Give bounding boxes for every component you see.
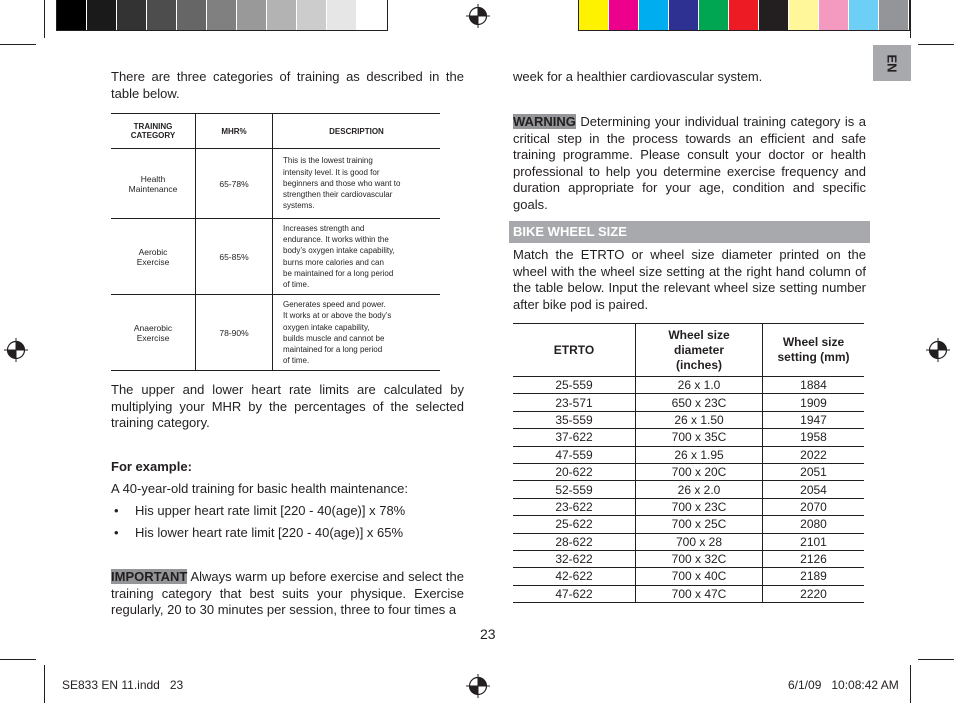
wheel-diameter-cell: 700 x 40C xyxy=(636,568,763,585)
training-category-cell xyxy=(111,219,196,295)
wheel-setting-cell: 2101 xyxy=(763,533,865,550)
registration-mark-left xyxy=(4,338,28,362)
crop-mark-top-left-vertical xyxy=(44,0,45,38)
grayscale-swatch xyxy=(147,0,177,30)
table-header-row xyxy=(111,114,440,149)
description-line: strengthen their cardiovascular xyxy=(283,190,393,200)
wheel-diameter-cell: 700 x 47C xyxy=(636,585,763,602)
etrto-cell: 23-571 xyxy=(513,394,636,411)
section-heading-bike-wheel-size: BIKE WHEEL SIZE xyxy=(509,221,870,243)
table-row xyxy=(513,550,864,567)
header-wheel-setting xyxy=(763,324,865,377)
table-row xyxy=(513,463,864,480)
header-wheel-diameter xyxy=(636,324,763,377)
table-row xyxy=(111,149,440,219)
wheel-diameter-cell: 26 x 2.0 xyxy=(636,481,763,498)
table-header-row xyxy=(513,324,864,377)
crop-mark-bottom-left-horizontal xyxy=(0,659,36,660)
wheel-size-paragraph: Match the ETRTO or wheel size diameter printed on the wheel with the wheel size setting at the right hand column of the table below. Input the relevant wheel size setting number after bike pod is paired. xyxy=(513,247,866,312)
header-line: (inches) xyxy=(675,357,722,372)
table-row xyxy=(513,394,864,411)
etrto-cell: 47-622 xyxy=(513,585,636,602)
process-color-swatch xyxy=(759,0,789,30)
process-color-swatch xyxy=(789,0,819,30)
grayscale-swatch xyxy=(87,0,117,30)
wheel-diameter-cell: 700 x 28 xyxy=(636,533,763,550)
slug-file-name: SE833 EN 11.indd 23 xyxy=(62,678,184,692)
header-training-category: TRAINING CATEGORY xyxy=(111,114,196,149)
header-etrto xyxy=(513,324,636,377)
grayscale-swatch xyxy=(177,0,207,30)
description-line: of time. xyxy=(283,280,310,290)
bullet-marker: • xyxy=(114,503,119,518)
process-color-swatch xyxy=(699,0,729,30)
wheel-diameter-cell: 700 x 35C xyxy=(636,429,763,446)
crop-mark-bottom-right-horizontal xyxy=(918,659,954,660)
registration-mark-right xyxy=(926,338,950,362)
wheel-diameter-cell: 700 x 25C xyxy=(636,516,763,533)
table-row xyxy=(513,481,864,498)
category-line: Maintenance xyxy=(128,183,178,194)
table-row xyxy=(513,533,864,550)
process-color-swatch xyxy=(639,0,669,30)
wheel-size-table xyxy=(513,323,864,603)
process-color-swatch xyxy=(669,0,699,30)
important-label: IMPORTANT xyxy=(111,569,188,584)
etrto-cell: 32-622 xyxy=(513,550,636,567)
etrto-cell: 23-622 xyxy=(513,498,636,515)
category-line: Health xyxy=(140,173,166,184)
continuation-text: week for a healthier cardiovascular system. xyxy=(513,69,763,84)
category-line: Anaerobic xyxy=(133,322,173,333)
table-row xyxy=(111,295,440,371)
language-tab xyxy=(873,45,911,81)
table-row xyxy=(513,429,864,446)
grayscale-swatch xyxy=(357,0,387,30)
description-line: Increases strength and xyxy=(283,224,365,233)
category-line: Aerobic xyxy=(138,246,168,257)
important-text: Always warm up before exercise and select the training category that best suits your physique. Exercise regularly, 20 to 30 minutes per session, three to four times a xyxy=(111,569,464,617)
process-color-swatch xyxy=(579,0,609,30)
table-row xyxy=(513,568,864,585)
description-cell xyxy=(273,149,441,219)
table-row xyxy=(513,411,864,428)
category-line: Exercise xyxy=(136,256,170,267)
wheel-diameter-cell: 26 x 1.95 xyxy=(636,446,763,463)
description-line: intensity level. It is good for xyxy=(283,167,380,177)
etrto-cell: 35-559 xyxy=(513,411,636,428)
table-row xyxy=(513,516,864,533)
description-cell xyxy=(273,219,441,295)
wheel-setting-cell: 2022 xyxy=(763,446,865,463)
process-color-swatch xyxy=(729,0,759,30)
registration-mark-bottom xyxy=(466,674,490,698)
mhr-cell: 78-90% xyxy=(196,295,273,371)
table-row xyxy=(513,585,864,602)
warning-paragraph xyxy=(513,114,866,213)
language-tab-label: EN xyxy=(884,53,900,73)
header-line: diameter xyxy=(673,342,725,357)
wheel-setting-cell: 1909 xyxy=(763,394,865,411)
etrto-cell: 42-622 xyxy=(513,568,636,585)
bullet-marker: • xyxy=(114,525,119,540)
mhr-cell: 65-78% xyxy=(196,149,273,219)
description-line: endurance. It works within the xyxy=(283,235,389,245)
slug-timestamp: 6/1/09 10:08:42 AM xyxy=(788,678,899,692)
crop-mark-bottom-right-vertical xyxy=(910,665,911,703)
description-line: of time. xyxy=(283,356,310,366)
heart-rate-limits-paragraph: The upper and lower heart rate limits are calculated by multiplying your MHR by the percentages of the selected training category. xyxy=(111,382,464,430)
wheel-setting-cell: 2054 xyxy=(763,481,865,498)
bullet-lower-limit: His lower heart rate limit [220 - 40(age)] x 65% xyxy=(135,525,404,540)
grayscale-swatch xyxy=(207,0,237,30)
training-category-cell xyxy=(111,295,196,371)
wheel-diameter-cell: 26 x 1.50 xyxy=(636,411,763,428)
process-color-swatch xyxy=(819,0,849,30)
header-description: DESCRIPTION xyxy=(273,114,441,149)
description-line: systems. xyxy=(283,201,315,211)
crop-mark-top-left-horizontal xyxy=(0,44,36,45)
registration-mark-top xyxy=(466,4,490,28)
wheel-setting-cell: 1947 xyxy=(763,411,865,428)
description-line: It works at or above the body’s xyxy=(283,311,392,321)
description-line: Generates speed and power. xyxy=(283,300,386,310)
table-row xyxy=(513,377,864,394)
description-line: oxygen intake capability, xyxy=(283,322,370,332)
description-line: burns more calories and can xyxy=(283,257,384,267)
example-heading: For example: xyxy=(111,459,192,474)
wheel-setting-cell: 1884 xyxy=(763,377,865,394)
wheel-setting-cell: 2070 xyxy=(763,498,865,515)
description-line: beginners and those who want to xyxy=(283,178,401,188)
mhr-cell: 65-85% xyxy=(196,219,273,295)
grayscale-swatch xyxy=(117,0,147,30)
etrto-cell: 20-622 xyxy=(513,463,636,480)
wheel-diameter-cell: 650 x 23C xyxy=(636,394,763,411)
wheel-setting-cell: 2126 xyxy=(763,550,865,567)
grayscale-swatch xyxy=(57,0,87,30)
crop-mark-bottom-left-vertical xyxy=(44,665,45,703)
table-row xyxy=(513,446,864,463)
grayscale-swatch xyxy=(267,0,297,30)
grayscale-color-bar xyxy=(56,0,388,31)
page-number: 23 xyxy=(480,626,496,642)
crop-mark-top-right-vertical xyxy=(910,0,911,38)
grayscale-swatch xyxy=(297,0,327,30)
process-color-swatch xyxy=(879,0,909,30)
category-line: Exercise xyxy=(136,332,170,343)
bullet-upper-limit: His upper heart rate limit [220 - 40(age)] x 78% xyxy=(135,503,406,518)
important-paragraph xyxy=(111,569,464,619)
description-line: This is the lowest training xyxy=(283,156,373,166)
description-line: be maintained for a long period xyxy=(283,268,394,278)
etrto-cell: 25-622 xyxy=(513,516,636,533)
process-color-bar xyxy=(578,0,910,31)
header-line: setting (mm) xyxy=(777,350,850,364)
description-line: maintained for a long period xyxy=(283,345,383,355)
etrto-cell: 37-622 xyxy=(513,429,636,446)
wheel-setting-cell: 2220 xyxy=(763,585,865,602)
table-row xyxy=(111,219,440,295)
wheel-setting-cell: 2051 xyxy=(763,463,865,480)
table-row xyxy=(513,498,864,515)
etrto-cell: 47-559 xyxy=(513,446,636,463)
wheel-diameter-cell: 26 x 1.0 xyxy=(636,377,763,394)
process-color-swatch xyxy=(609,0,639,30)
header-line: Wheel size xyxy=(668,327,730,342)
header-line: Wheel size xyxy=(782,335,845,349)
warning-label: WARNING xyxy=(513,114,576,129)
training-category-table xyxy=(111,113,440,371)
etrto-cell: 52-559 xyxy=(513,481,636,498)
wheel-diameter-cell: 700 x 23C xyxy=(636,498,763,515)
description-line: body’s oxygen intake capability, xyxy=(283,246,395,256)
wheel-diameter-cell: 700 x 32C xyxy=(636,550,763,567)
wheel-diameter-cell: 700 x 20C xyxy=(636,463,763,480)
header-mhr: MHR% xyxy=(196,114,273,149)
process-color-swatch xyxy=(849,0,879,30)
wheel-setting-cell: 2080 xyxy=(763,516,865,533)
header-line: ETRTO xyxy=(553,342,595,357)
grayscale-swatch xyxy=(327,0,357,30)
training-category-cell xyxy=(111,149,196,219)
warning-text: Determining your individual training category is a critical step in the process towards an efficient and safe training programme. Please consult your doctor or health professional to help you determine exercise frequency and duration appropriate for your age, condition and specific goals. xyxy=(513,114,866,212)
wheel-setting-cell: 1958 xyxy=(763,429,865,446)
intro-paragraph: There are three categories of training as described in the table below. xyxy=(111,69,464,101)
wheel-setting-cell: 2189 xyxy=(763,568,865,585)
description-line: builds muscle and cannot be xyxy=(283,333,385,343)
grayscale-swatch xyxy=(237,0,267,30)
description-cell xyxy=(273,295,441,371)
example-text: A 40-year-old training for basic health maintenance: xyxy=(111,481,409,496)
etrto-cell: 28-622 xyxy=(513,533,636,550)
crop-mark-top-right-horizontal xyxy=(918,44,954,45)
etrto-cell: 25-559 xyxy=(513,377,636,394)
